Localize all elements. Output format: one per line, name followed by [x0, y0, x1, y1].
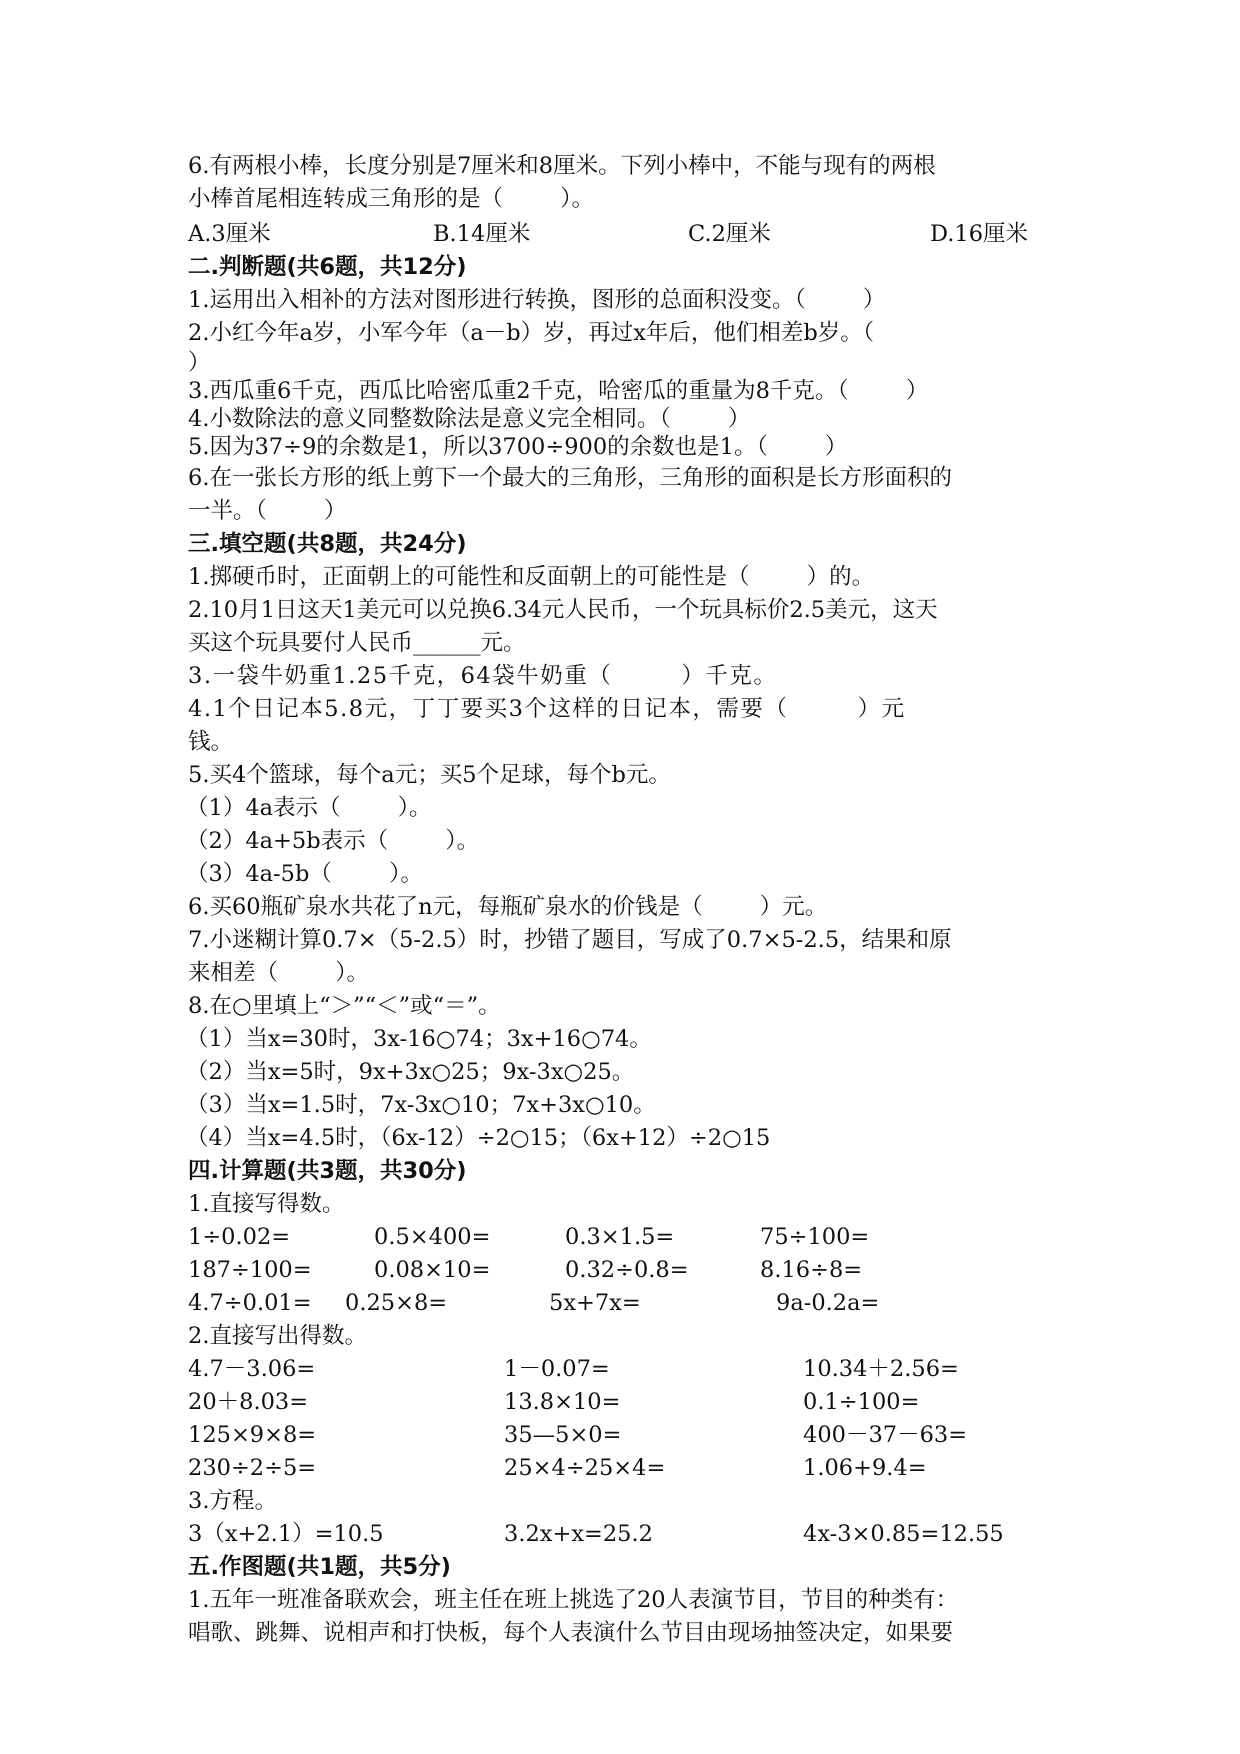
- choice-question-6-line-2: 小棒首尾相连转成三角形的是（ ）。: [188, 186, 594, 212]
- fill-item: 8.在○里填上“＞”“＜”或“＝”。: [188, 993, 501, 1019]
- calc-cell: 0.3×1.5=: [565, 1224, 675, 1250]
- calc-cell: 230÷2÷5=: [188, 1455, 317, 1481]
- calc-row: [188, 1221, 1050, 1254]
- fill-item: 买这个玩具要付人民币______元。: [188, 630, 526, 656]
- fill-sub-item: （2）4a+5b表示（ ）。: [186, 828, 480, 854]
- fill-sub-item: （3）当x=1.5时，7x-3x○10；7x+3x○10。: [186, 1092, 656, 1118]
- judge-item: 4.小数除法的意义同整数除法是意义完全相同。（ ）: [188, 406, 751, 432]
- calc-cell: 25×4÷25×4=: [504, 1455, 666, 1481]
- judge-item: 2.小红今年a岁，小军今年（a－b）岁，再过x年后，他们相差b岁。（: [188, 320, 875, 346]
- calc-q3-title: 3.方程。: [188, 1488, 277, 1514]
- choice-options: [188, 218, 1050, 251]
- calc-cell: 1－0.07=: [504, 1356, 610, 1382]
- option-d: D.16厘米: [930, 221, 1029, 247]
- fill-item: 钱。: [188, 729, 234, 755]
- calc-row: [188, 1287, 1050, 1320]
- calc-cell: 4.7÷0.01=: [188, 1290, 312, 1316]
- calc-cell: 125×9×8=: [188, 1422, 317, 1448]
- fill-sub-item: （1）4a表示（ ）。: [186, 795, 432, 821]
- calc-cell: 0.32÷0.8=: [565, 1257, 689, 1283]
- calc-q2-title: 2.直接写出得数。: [188, 1323, 367, 1349]
- calc-cell: 35—5×0=: [504, 1422, 622, 1448]
- calc-cell: 13.8×10=: [504, 1389, 621, 1415]
- worksheet-page: [188, 150, 1050, 1650]
- judge-item: 6.在一张长方形的纸上剪下一个最大的三角形，三角形的面积是长方形面积的: [188, 465, 952, 491]
- fill-item: 5.买4个篮球，每个a元；买5个足球，每个b元。: [188, 762, 671, 788]
- section-2-title: 二.判断题(共6题，共12分): [188, 254, 467, 280]
- drawing-item: 1.五年一班准备联欢会，班主任在班上挑选了20人表演节目，节目的种类有：: [188, 1587, 959, 1613]
- section-3-title: 三.填空题(共8题，共24分): [188, 531, 467, 557]
- calc-cell: 0.08×10=: [374, 1257, 491, 1283]
- calc-row: [188, 1254, 1050, 1287]
- equation-row: [188, 1518, 1050, 1551]
- drawing-item: 唱歌、跳舞、说相声和打快板，每个人表演什么节目由现场抽签决定，如果要: [188, 1620, 954, 1646]
- judge-item: 3.西瓜重6千克，西瓜比哈密瓜重2千克，哈密瓜的重量为8千克。（ ）: [188, 378, 929, 404]
- calc-cell: 5x+7x=: [549, 1290, 641, 1316]
- fill-item: 来相差（ ）。: [188, 960, 369, 986]
- fill-item: 6.买60瓶矿泉水共花了n元，每瓶矿泉水的价钱是（ ）元。: [188, 894, 828, 920]
- fill-item: 2.10月1日这天1美元可以兑换6.34元人民币，一个玩具标价2.5美元，这天: [188, 597, 938, 623]
- calc-row: [188, 1452, 1050, 1485]
- option-b: B.14厘米: [433, 221, 531, 247]
- calc-row: [188, 1386, 1050, 1419]
- fill-sub-item: （2）当x=5时，9x+3x○25；9x-3x○25。: [186, 1059, 635, 1085]
- fill-sub-item: （1）当x=30时，3x-16○74；3x+16○74。: [186, 1026, 652, 1052]
- fill-item: 1.掷硬币时，正面朝上的可能性和反面朝上的可能性是（ ）的。: [188, 564, 875, 590]
- judge-item: 一半。（ ）: [188, 498, 347, 524]
- equation-cell: 3.2x+x=25.2: [504, 1521, 653, 1547]
- fill-item: 4.1个日记本5.8元，丁丁要买3个这样的日记本，需要（ ）元: [188, 696, 906, 722]
- calc-cell: 0.5×400=: [374, 1224, 491, 1250]
- calc-row: [188, 1353, 1050, 1386]
- calc-cell: 75÷100=: [760, 1224, 870, 1250]
- section-4-title: 四.计算题(共3题，共30分): [188, 1158, 467, 1184]
- calc-cell: 187÷100=: [188, 1257, 312, 1283]
- choice-question-6-line-1: 6.有两根小棒，长度分别是7厘米和8厘米。下列小棒中，不能与现有的两根: [188, 153, 936, 179]
- calc-cell: 0.25×8=: [345, 1290, 448, 1316]
- judge-item: 1.运用出入相补的方法对图形进行转换，图形的总面积没变。（ ）: [188, 287, 886, 313]
- calc-cell: 1÷0.02=: [188, 1224, 291, 1250]
- fill-sub-item: （4）当x=4.5时，（6x-12）÷2○15；（6x+12）÷2○15: [186, 1125, 771, 1151]
- calc-cell: 0.1÷100=: [803, 1389, 920, 1415]
- calc-q1-title: 1.直接写得数。: [188, 1191, 345, 1217]
- judge-item: 5.因为37÷9的余数是1，所以3700÷900的余数也是1。（ ）: [188, 434, 848, 460]
- calc-cell: 1.06+9.4=: [803, 1455, 927, 1481]
- fill-item: 3.一袋牛奶重1.25千克，64袋牛奶重（ ）千克。: [188, 663, 778, 689]
- calc-cell: 9a-0.2a=: [776, 1290, 880, 1316]
- section-5-title: 五.作图题(共1题，共5分): [188, 1554, 451, 1580]
- option-a: A.3厘米: [188, 221, 271, 247]
- judge-item: ）: [188, 350, 211, 376]
- equation-cell: 3（x+2.1）=10.5: [188, 1521, 384, 1547]
- calc-cell: 4.7－3.06=: [188, 1356, 316, 1382]
- equation-cell: 4x-3×0.85=12.55: [803, 1521, 1004, 1547]
- fill-sub-item: （3）4a-5b（ ）。: [186, 861, 423, 887]
- calc-row: [188, 1419, 1050, 1452]
- calc-cell: 8.16÷8=: [760, 1257, 863, 1283]
- calc-cell: 400－37－63=: [803, 1422, 968, 1448]
- fill-item: 7.小迷糊计算0.7×（5-2.5）时，抄错了题目，写成了0.7×5-2.5，结果和原: [188, 927, 952, 953]
- calc-cell: 20＋8.03=: [188, 1389, 309, 1415]
- option-c: C.2厘米: [688, 221, 771, 247]
- calc-cell: 10.34＋2.56=: [803, 1356, 959, 1382]
